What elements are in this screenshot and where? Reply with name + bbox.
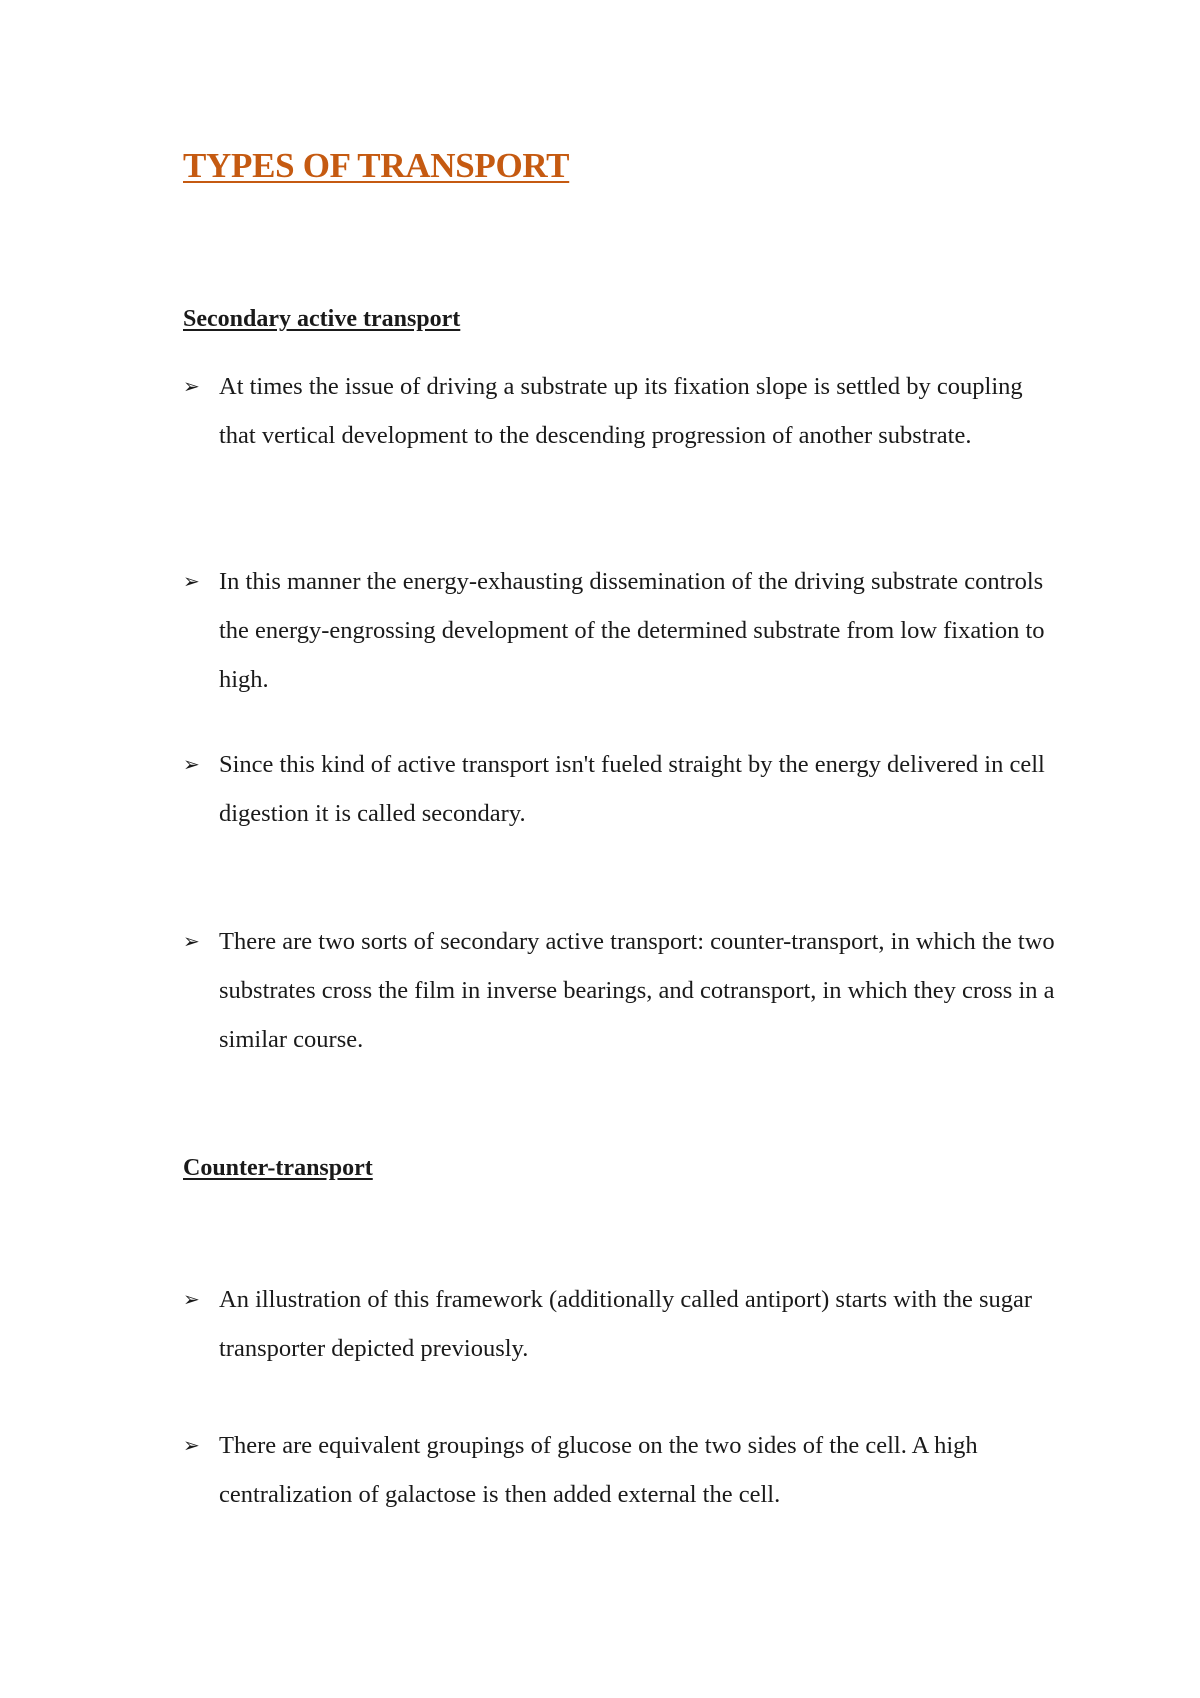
list-item: [183, 1275, 1063, 1373]
arrowhead-bullet-icon: ➢: [183, 752, 200, 776]
bullet-text: There are two sorts of secondary active transport: counter-transport, in which the two substrates cross the film in inverse bearings, and cotransport, in which they cross in a similar course.: [219, 928, 1055, 1053]
list-item: [183, 1421, 1063, 1519]
section-heading-secondary-active-transport: Secondary active transport: [183, 306, 461, 332]
arrowhead-bullet-icon: ➢: [183, 1433, 200, 1457]
list-item: [183, 917, 1063, 1064]
bullet-text: In this manner the energy-exhausting dissemination of the driving substrate controls the energy-engrossing development of the determined substrate from low fixation to high.: [219, 568, 1045, 693]
arrowhead-bullet-icon: ➢: [183, 1287, 200, 1311]
list-item: [183, 362, 1063, 460]
bullet-text: There are equivalent groupings of glucose on the two sides of the cell. A high centralization of galactose is then added external the cell.: [219, 1432, 978, 1508]
arrowhead-bullet-icon: ➢: [183, 374, 200, 398]
arrowhead-bullet-icon: ➢: [183, 929, 200, 953]
bullet-text: Since this kind of active transport isn't fueled straight by the energy delivered in cell digestion it is called secondary.: [219, 751, 1045, 827]
document-title: TYPES OF TRANSPORT: [183, 146, 570, 185]
arrowhead-bullet-icon: ➢: [183, 569, 200, 593]
section-heading-counter-transport: Counter-transport: [183, 1155, 373, 1181]
bullet-text: An illustration of this framework (additionally called antiport) starts with the sugar transporter depicted previously.: [219, 1286, 1033, 1362]
list-item: [183, 740, 1063, 838]
list-item: [183, 557, 1063, 704]
bullet-text: At times the issue of driving a substrate up its fixation slope is settled by coupling that vertical development to the descending progression of another substrate.: [219, 373, 1023, 449]
